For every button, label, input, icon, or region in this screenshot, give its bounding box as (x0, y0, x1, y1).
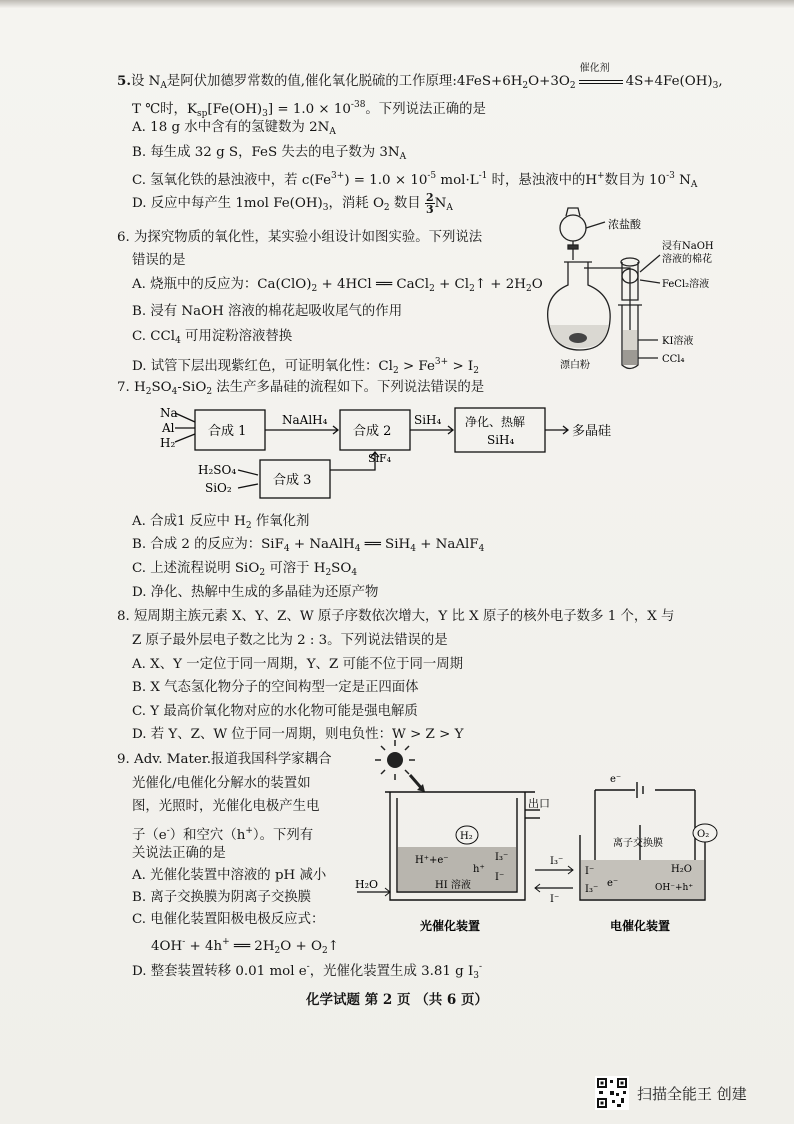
label-h-e: H⁺+e⁻ (415, 855, 449, 866)
q7-option-d: D. 净化、热解中生成的多晶硅为还原产物 (132, 585, 379, 600)
flow-al: Al (162, 421, 175, 435)
leader-cotton (640, 255, 660, 272)
q5-option-c: C. 氢氧化铁的悬浊液中，若 $c(Fe^{3+}) = 1.0 \times 10^{-5}$ $mol\cdot L^{-1}$ 时，悬浊液中的H+数目为 $10^{-3}$ $N_A$ (132, 171, 698, 190)
label-h2o-right: H₂O (671, 864, 692, 875)
q9-option-b: B. 离子交换膜为阴离子交换膜 (132, 890, 312, 905)
label-h2o-inlet: H₂O (355, 878, 379, 891)
label-e-left: e⁻ (607, 878, 619, 889)
q9-option-a: A. 光催化装置中溶液的 pH 减小 (132, 868, 327, 883)
q8-option-c: C. Y 最高价氧化物对应的水化物可能是强电解质 (132, 704, 418, 719)
q8-stem-line1: 8. 短周期主族元素 X、Y、Z、W 原子序数依次增大，Y 比 X 原子的核外电子数多 1 个，X 与 (117, 609, 675, 624)
flow-sif4: SiF₄ (368, 452, 392, 465)
flow-box1-label: 合成 1 (208, 424, 247, 439)
watermark-text: 扫描全能王 创建 (637, 1085, 747, 1103)
flow-h2: H₂ (160, 436, 176, 450)
label-oh-h: OH⁻+h⁺ (655, 883, 694, 893)
flow-box3-line1: 净化、热解 (465, 415, 526, 429)
q7-stem: 7. $H_2SO_4-SiO_2$ 法生产多晶硅的流程如下。下列说法错误的是 (117, 380, 485, 397)
label-i-left: I⁻ (585, 866, 595, 877)
leader-fecl2 (640, 280, 660, 283)
flow-box2-label: 合成 2 (353, 424, 392, 439)
flow-naalh4: NaAlH₄ (282, 413, 328, 427)
scan-edge (0, 0, 794, 8)
q6-stem-line2: 错误的是 (132, 253, 186, 268)
q6-option-b: B. 浸有 NaOH 溶液的棉花起吸收尾气的作用 (132, 304, 403, 319)
q7-option-b: B. 合成 2 的反应为：SiF$_4$ + NaAlH$_4$ ══ SiH$_4$ + NaAlF$_4$ (132, 537, 485, 554)
flow-box4-label: 合成 3 (273, 473, 312, 488)
label-fecl2: FeCl₂溶液 (662, 279, 710, 290)
flow-product: 多晶硅 (572, 424, 612, 439)
label-electrocatalysis: 电催化装置 (610, 919, 671, 933)
q6-option-d: D. 试管下层出现紫红色，可证明氧化性：$Cl_2 > Fe^{3+} > I_2$ (132, 357, 479, 376)
label-ki: KI溶液 (662, 336, 694, 347)
flow-sio2: SiO₂ (205, 481, 232, 495)
label-photocatalysis: 光催化装置 (420, 919, 481, 933)
q9-option-c-equation: 4OH- + 4h+ ══ $2H_2O$ + $O_2↑$ (151, 937, 339, 956)
q9-option-d: D. 整套装置转移 0.01 mol e-，光催化装置生成 3.81 g $I_3^-$ (132, 962, 483, 981)
flow-na: Na (160, 406, 178, 420)
q6-option-a: A. 烧瓶中的反应为：$Ca(ClO)_2 + 4HCl$ ══ CaCl$_2$ + $Cl_2↑ + 2H_2O$ (132, 277, 543, 294)
q9-stem-line3: 图，光照时，光催化电极产生电 (132, 799, 320, 814)
q9-option-c: C. 电催化装置阳极电极反应式： (132, 912, 325, 927)
q9-device-figure (355, 740, 740, 940)
qr-code-icon (595, 1076, 629, 1110)
q5-stem-line1: 5.设 $N_A$是阿伏加德罗常数的值,催化氧化脱硫的工作原理$:4FeS+6H_2O+3O_2$ 催化剂 $4S+4Fe(OH)_3$, (117, 63, 723, 91)
funnel-bulb (560, 215, 586, 241)
q8-option-d: D. 若 Y、Z、W 位于同一周期，则电负性：W > Z > Y (132, 727, 464, 742)
label-ccl4: CCl₄ (662, 354, 685, 365)
q8-stem-line2: Z 原子最外层电子数之比为 2 : 3。下列说法错误的是 (132, 633, 448, 648)
label-hplus: h⁺ (473, 864, 485, 875)
page-footer: 化学试题 第 2 页 （共 6 页） (306, 992, 488, 1008)
label-iminus: I⁻ (495, 872, 505, 883)
label-arrow-i3: I₃⁻ (550, 856, 564, 867)
q7-flowchart (150, 400, 630, 505)
label-i3: I₃⁻ (495, 852, 509, 863)
label-arrow-i: I⁻ (550, 894, 560, 905)
flow-h2so4: H₂SO₄ (198, 463, 237, 477)
q6-apparatus-figure (540, 200, 740, 375)
q6-option-c: C. CCl$_4$ 可用淀粉溶液替换 (132, 329, 293, 346)
label-h2-bubble: H₂ (460, 831, 473, 842)
label-naoh-cotton-2: 溶液的棉花 (662, 254, 712, 265)
leader-acid (586, 222, 605, 228)
q5-option-b: B. 每生成 32 g S，FeS 失去的电子数为 $3N_A$ (132, 145, 407, 162)
label-o2: O₂ (697, 829, 710, 840)
q5-option-d: D. 反应中每产生 1mol $Fe(OH)_3$，消耗 $O_2$ 数目 $\frac{2}{3}$ $N_A$ (132, 191, 453, 216)
label-hi-solution: HI 溶液 (435, 880, 471, 891)
q7-option-c: C. 上述流程说明 SiO$_2$ 可溶于 $H_2SO_4$ (132, 561, 358, 578)
bleach-powder (569, 333, 587, 343)
flow-box3-line2: SiH₄ (487, 433, 515, 447)
label-conc-hcl: 浓盐酸 (608, 218, 641, 231)
label-e-top: e⁻ (610, 774, 622, 785)
flow-sih4: SiH₄ (414, 413, 442, 427)
label-membrane: 离子交换膜 (613, 838, 663, 849)
label-outlet: 出口 (528, 797, 550, 810)
label-bleach: 漂白粉 (560, 360, 590, 371)
q8-option-b: B. X 气态氢化物分子的空间构型一定是正四面体 (132, 680, 419, 695)
q9-stem-line5: 关说法正确的是 (132, 846, 226, 861)
q6-stem-line1: 6. 为探究物质的氧化性，某实验小组设计如图实验。下列说法 (117, 230, 483, 245)
q5-option-a: A. 18 g 水中含有的氢键数为 $2N_A$ (132, 120, 336, 137)
scanner-watermark (595, 1076, 794, 1124)
q8-option-a: A. X、Y 一定位于同一周期，Y、Z 可能不位于同一周期 (132, 657, 464, 672)
q9-stem-line1: 9. Adv. Mater.报道我国科学家耦合 (117, 752, 332, 767)
q5-stem-line2: T ℃时，$K_{sp}[Fe(OH)_3] = 1.0 \times 10^{-38}$。下列说法正确的是 (132, 100, 486, 119)
sun-icon (375, 740, 425, 792)
label-naoh-cotton-1: 浸有NaOH (662, 241, 714, 252)
q9-stem-line4: 子（e-）和空穴（h+）。下列有 (132, 826, 314, 843)
q7-option-a: A. 合成1 反应中 $H_2$ 作氧化剂 (132, 514, 310, 531)
q9-stem-line2: 光催化/电催化分解水的装置如 (132, 776, 311, 791)
label-i3-left: I₃⁻ (585, 884, 599, 895)
